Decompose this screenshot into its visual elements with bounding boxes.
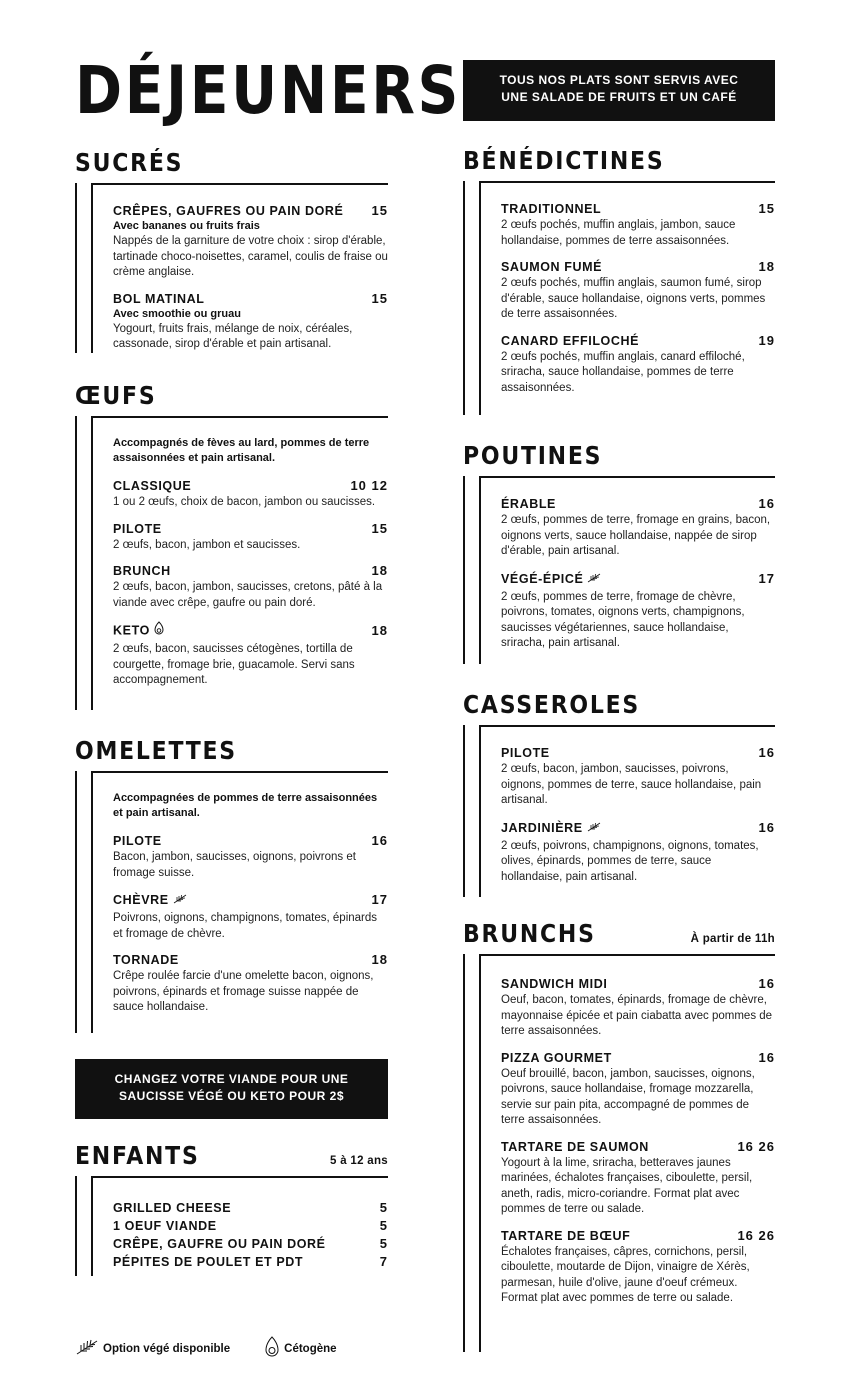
section-title: BÉNÉDICTINES xyxy=(463,146,665,175)
banner-line: SAUCISSE VÉGÉ OU KETO POUR 2$ xyxy=(119,1089,344,1103)
item-price: 5 xyxy=(379,1200,388,1215)
menu-item xyxy=(113,891,388,942)
time-note: À partir de 11h xyxy=(690,933,775,945)
section-title: BRUNCHS xyxy=(463,919,596,948)
section-title: OMELETTES xyxy=(75,736,237,765)
item-price: 10 12 xyxy=(350,478,388,493)
banner-line: UNE SALADE DE FRUITS ET UN CAFÉ xyxy=(501,90,737,104)
section-oeufs xyxy=(75,383,388,710)
menu-item xyxy=(501,976,775,1040)
item-subtitle: Avec bananes ou fruits frais xyxy=(113,220,260,232)
item-price: 16 xyxy=(758,496,775,511)
item-name: TORNADE xyxy=(113,953,179,968)
menu-item xyxy=(113,833,388,881)
section-intro: Accompagnés de fèves au lard, pommes de terre assaisonnées et pain artisanal. xyxy=(113,437,370,464)
menu-item xyxy=(113,1218,388,1233)
item-price: 18 xyxy=(371,952,388,968)
item-name: TARTARE DE BŒUF xyxy=(501,1228,631,1243)
item-name: BRUNCH xyxy=(113,564,171,578)
menu-item xyxy=(113,1200,388,1215)
item-description: Crêpe roulée farcie d'une omelette bacon, oignons, poivrons, épinards et fromage suisse nappée de sauce hollandaise. xyxy=(113,970,374,1014)
item-price: 16 xyxy=(758,819,775,835)
item-price: 5 xyxy=(379,1236,388,1251)
menu-item xyxy=(501,201,775,249)
section-block xyxy=(463,725,775,897)
section-block xyxy=(75,416,388,710)
section-title: ŒUFS xyxy=(75,381,157,410)
legend-keto-label: Cétogène xyxy=(284,1342,337,1355)
right-column xyxy=(463,50,775,1352)
menu-item xyxy=(113,291,388,353)
item-name: CLASSIQUE xyxy=(113,479,192,493)
section-title: ENFANTS xyxy=(75,1141,200,1170)
section-block xyxy=(463,476,775,664)
section-benedictines xyxy=(463,148,775,415)
item-name: CHÈVRE xyxy=(113,893,169,908)
item-price: 16 26 xyxy=(737,1227,775,1243)
section-block xyxy=(75,1176,388,1276)
meat-swap-banner xyxy=(75,1059,388,1119)
item-description: Yogourt à la lime, sriracha, betteraves jaunes marinées, échalotes françaises, ciboulette, persil, aneth, radis, micro-coriandre. Format plat avec pommes de terre ou salade. xyxy=(501,1156,753,1215)
item-name: ÉRABLE xyxy=(501,497,556,511)
menu-item xyxy=(501,570,775,652)
item-description: 1 ou 2 œufs, choix de bacon, jambon ou saucisses. xyxy=(113,496,376,508)
menu-item xyxy=(113,621,388,689)
page-title: DÉJEUNERS xyxy=(75,52,461,129)
item-description: Oeuf, bacon, tomates, épinards, fromage de chèvre, mayonnaise épicée et pain ciabatta avec pommes de terre assaisonnées. xyxy=(501,994,773,1037)
item-price: 15 xyxy=(758,201,775,216)
age-note: 5 à 12 ans xyxy=(330,1155,388,1167)
legend-vege-label: Option végé disponible xyxy=(103,1342,231,1355)
menu-item xyxy=(113,1236,388,1251)
item-price: 17 xyxy=(371,892,388,908)
item-price: 16 xyxy=(758,745,775,760)
item-description: Échalotes françaises, câpres, cornichons, persil, ciboulette, moutarde de Dijon, vinaigre de Xérès, parmesan, huile d'olive, jaune d'oeuf crémeux. Format plat avec pommes de terre ou salade. xyxy=(501,1245,750,1304)
served-with-banner xyxy=(463,60,775,121)
item-price: 16 xyxy=(758,1049,775,1065)
item-name: PÉPITES DE POULET ET PDT xyxy=(113,1255,304,1269)
item-name: CRÊPES, GAUFRES OU PAIN DORÉ xyxy=(113,204,344,218)
item-name: BOL MATINAL xyxy=(113,291,205,306)
menu-item xyxy=(501,1050,775,1129)
item-name: KETO xyxy=(113,623,150,638)
item-name: 1 OEUF VIANDE xyxy=(113,1219,217,1233)
menu-item xyxy=(113,1254,388,1269)
menu-item xyxy=(501,1228,775,1307)
item-price: 15 xyxy=(371,290,388,306)
item-price: 18 xyxy=(371,622,388,638)
section-block xyxy=(75,183,388,353)
item-description: 2 œufs, poivrons, champignons, oignons, tomates, olives, épinards, pommes de terre, sauce hollandaise, pain artisanal. xyxy=(501,839,759,883)
menu-item xyxy=(501,496,775,560)
avocado-icon xyxy=(154,621,164,640)
section-title: CASSEROLES xyxy=(463,690,641,719)
item-name: PILOTE xyxy=(113,521,162,536)
leaf-icon xyxy=(75,1339,99,1358)
item-name: PIZZA GOURMET xyxy=(501,1050,612,1065)
item-price: 16 xyxy=(758,976,775,991)
section-block xyxy=(75,771,388,1033)
item-name: CRÊPE, GAUFRE OU PAIN DORÉ xyxy=(113,1237,326,1251)
legend xyxy=(75,1336,371,1361)
banner-line: TOUS NOS PLATS SONT SERVIS AVEC xyxy=(499,73,739,87)
item-description: Nappés de la garniture de votre choix : sirop d'érable, tartinade choco-noisettes, caramel, coulis de fraise ou crème anglaise. xyxy=(113,235,388,278)
item-description: Oeuf brouillé, bacon, jambon, saucisses, oignons, poivrons, sauce hollandaise, fromage mozzarella, servie sur pain pita, accompagné de pommes de terre assaisonnées. xyxy=(501,1067,755,1126)
menu-item xyxy=(113,478,388,511)
banner-line: CHANGEZ VOTRE VIANDE POUR UNE xyxy=(114,1072,349,1086)
item-name: VÉGÉ-ÉPICÉ xyxy=(501,571,584,586)
section-title: POUTINES xyxy=(463,441,603,470)
item-price: 17 xyxy=(758,570,775,586)
menu-item xyxy=(113,563,388,611)
menu-item xyxy=(113,203,388,281)
item-description: Bacon, jambon, saucisses, oignons, poivrons et fromage suisse. xyxy=(113,851,356,879)
section-enfants xyxy=(75,1143,388,1276)
item-name: TRADITIONNEL xyxy=(501,202,602,216)
menu-item xyxy=(501,745,775,809)
menu-item xyxy=(501,259,775,323)
menu-item xyxy=(501,819,775,886)
item-name: JARDINIÈRE xyxy=(501,820,583,835)
item-name: TARTARE DE SAUMON xyxy=(501,1139,649,1154)
leaf-icon xyxy=(587,819,601,837)
section-casseroles xyxy=(463,692,775,897)
item-name: PILOTE xyxy=(501,746,550,760)
item-description: 2 œufs pochés, muffin anglais, canard effiloché, sriracha, sauce hollandaise, pommes de terre assaisonnées. xyxy=(501,350,745,394)
item-name: SAUMON FUMÉ xyxy=(501,260,603,274)
menu-item xyxy=(113,952,388,1016)
avocado-icon xyxy=(264,1336,280,1361)
section-block xyxy=(463,181,775,415)
item-name: GRILLED CHEESE xyxy=(113,1201,232,1215)
item-description: Yogourt, fruits frais, mélange de noix, céréales, cassonade, sirop d'érable et pain artisanal. xyxy=(113,322,353,350)
item-price: 19 xyxy=(758,332,775,348)
item-price: 15 xyxy=(371,520,388,536)
section-sucres xyxy=(75,150,388,353)
item-description: 2 œufs, pommes de terre, fromage de chèvre, poivrons, tomates, oignons verts, champignons, saucisses végétariennes, sauce hollandaise, sriracha, pain artisanal. xyxy=(501,590,745,650)
item-description: 2 œufs, bacon, jambon, saucisses, poivrons, oignons, pommes de terre, sauce hollandaise, pain artisanal. xyxy=(501,763,762,806)
item-description: 2 œufs, bacon, jambon, saucisses, cretons, pâté à la viande avec crêpe, gaufre ou pain doré. xyxy=(113,581,383,609)
section-block xyxy=(463,954,775,1352)
item-name: PILOTE xyxy=(113,834,162,848)
section-brunchs xyxy=(463,921,775,1352)
item-price: 7 xyxy=(379,1254,388,1269)
item-description: 2 œufs, pommes de terre, fromage en grains, bacon, oignons verts, sauce hollandaise, nappée de sirop d'érable, pain artisanal. xyxy=(501,514,771,557)
item-price: 18 xyxy=(371,563,388,578)
menu-item xyxy=(501,333,775,397)
menu-item xyxy=(501,1139,775,1218)
leaf-icon xyxy=(587,570,601,588)
section-title: SUCRÉS xyxy=(75,148,184,177)
section-omelettes xyxy=(75,738,388,1033)
left-column xyxy=(75,50,461,1276)
item-description: Poivrons, oignons, champignons, tomates, épinards et fromage de chèvre. xyxy=(113,912,378,940)
item-price: 18 xyxy=(758,259,775,274)
item-price: 16 xyxy=(371,833,388,848)
item-description: 2 œufs, bacon, saucisses cétogènes, tortilla de courgette, fromage brie, guacamole. Servi sans accompagnement. xyxy=(113,643,355,686)
item-name: SANDWICH MIDI xyxy=(501,977,608,991)
item-description: 2 œufs, bacon, jambon et saucisses. xyxy=(113,538,301,551)
item-description: 2 œufs pochés, muffin anglais, saumon fumé, sirop d'érable, sauce hollandaise, oignons verts, pommes de terre assaisonnées. xyxy=(501,277,766,320)
item-price: 15 xyxy=(371,203,388,218)
section-poutines xyxy=(463,443,775,664)
item-price: 16 26 xyxy=(737,1138,775,1154)
section-intro: Accompagnées de pommes de terre assaisonnées et pain artisanal. xyxy=(113,792,378,819)
leaf-icon xyxy=(173,891,187,909)
item-description: 2 œufs pochés, muffin anglais, jambon, sauce hollandaise, pommes de terre assaisonnées. xyxy=(501,219,736,247)
item-price: 5 xyxy=(379,1218,388,1233)
menu-item xyxy=(113,521,388,554)
item-subtitle: Avec smoothie ou gruau xyxy=(113,307,241,320)
item-name: CANARD EFFILOCHÉ xyxy=(501,333,640,348)
